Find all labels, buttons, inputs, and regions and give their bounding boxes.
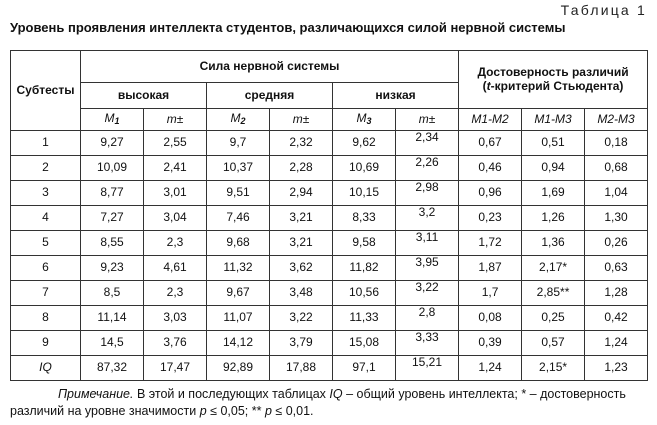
table-cell: 11,32 — [207, 256, 270, 281]
table-cell: 2,15* — [522, 356, 585, 381]
table-cell: 3,48 — [270, 281, 333, 306]
header-reliability: Достоверность различий (t-критерий Стьюдента) — [459, 51, 648, 109]
row-subtest-label: 1 — [11, 131, 81, 156]
table-cell: 11,14 — [81, 306, 144, 331]
table-cell: 0,63 — [585, 256, 648, 281]
header-reliability-t: t — [486, 78, 491, 93]
table-cell: 3,76 — [144, 331, 207, 356]
table-cell: 0,67 — [459, 131, 522, 156]
table-cell: 3,95 — [396, 256, 459, 281]
table-cell: 2,34 — [396, 131, 459, 156]
header-level-high: высокая — [81, 83, 207, 109]
row-subtest-label: 2 — [11, 156, 81, 181]
header-diff-m1-m2: M1-M2 — [459, 109, 522, 131]
header-subtests: Субтесты — [11, 51, 81, 131]
table-row — [11, 181, 648, 206]
table-cell: 9,27 — [81, 131, 144, 156]
table-cell: 1,24 — [459, 356, 522, 381]
table-row — [11, 306, 648, 331]
table-cell: 0,08 — [459, 306, 522, 331]
table-cell: 1,24 — [585, 331, 648, 356]
table-cell: 1,04 — [585, 181, 648, 206]
header-m3: $M_3$ — [333, 109, 396, 131]
header-level-mid: средняя — [207, 83, 333, 109]
header-nervous-system-strength: Сила нервной системы — [81, 51, 459, 83]
table-cell: 17,47 — [144, 356, 207, 381]
table-cell: 10,09 — [81, 156, 144, 181]
table-cell: 1,30 — [585, 206, 648, 231]
table-cell: 15,21 — [396, 356, 459, 381]
table-cell: 87,32 — [81, 356, 144, 381]
table-cell: 9,58 — [333, 231, 396, 256]
table-cell: 8,77 — [81, 181, 144, 206]
table-cell: 3,21 — [270, 231, 333, 256]
table-cell: 17,88 — [270, 356, 333, 381]
header-reliability-line1: Достоверность различий — [477, 64, 629, 79]
table-note — [10, 386, 650, 420]
table-cell: 3,62 — [270, 256, 333, 281]
header-m2: $M_2$ — [207, 109, 270, 131]
table-cell: 1,87 — [459, 256, 522, 281]
row-subtest-label: 6 — [11, 256, 81, 281]
table-cell: 14,5 — [81, 331, 144, 356]
table-cell: 0,51 — [522, 131, 585, 156]
note-line2: различий на уровне значимости p ≤ 0,05; ** p ≤ 0,01. — [10, 403, 314, 418]
table-cell: 10,56 — [333, 281, 396, 306]
table-cell: 0,57 — [522, 331, 585, 356]
table-cell: 0,96 — [459, 181, 522, 206]
table-cell: 1,26 — [522, 206, 585, 231]
table-cell: 97,1 — [333, 356, 396, 381]
results-table — [10, 50, 648, 381]
table-cell: 2,55 — [144, 131, 207, 156]
table-cell: 4,61 — [144, 256, 207, 281]
header-diff-m1-m3: M1-M3 — [522, 109, 585, 131]
table-cell: 2,41 — [144, 156, 207, 181]
table-body — [11, 131, 648, 381]
table-cell: 92,89 — [207, 356, 270, 381]
header-m3-error: m± — [396, 109, 459, 131]
table-cell: 2,17* — [522, 256, 585, 281]
header-reliability-line2: -критерий Стьюдента) — [490, 78, 624, 93]
table-cell: 7,27 — [81, 206, 144, 231]
row-subtest-label: IQ — [11, 356, 81, 381]
table-row — [11, 256, 648, 281]
table-row — [11, 231, 648, 256]
table-cell: 0,39 — [459, 331, 522, 356]
table-cell: 0,26 — [585, 231, 648, 256]
row-subtest-label: 3 — [11, 181, 81, 206]
table-title: Уровень проявления интеллекта студентов, различающихся силой нервной системы — [10, 20, 566, 35]
table-cell: 0,18 — [585, 131, 648, 156]
table-cell: 3,21 — [270, 206, 333, 231]
table-cell: 1,72 — [459, 231, 522, 256]
row-subtest-label: 9 — [11, 331, 81, 356]
table-cell: 2,26 — [396, 156, 459, 181]
header-m1-error: m± — [144, 109, 207, 131]
table-cell: 2,8 — [396, 306, 459, 331]
table-row — [11, 156, 648, 181]
header-level-low: низкая — [333, 83, 459, 109]
table-cell: 1,7 — [459, 281, 522, 306]
table-cell: 3,04 — [144, 206, 207, 231]
row-subtest-label: 5 — [11, 231, 81, 256]
table-cell: 3,79 — [270, 331, 333, 356]
row-subtest-label: 4 — [11, 206, 81, 231]
table-cell: 11,07 — [207, 306, 270, 331]
table-cell: 2,98 — [396, 181, 459, 206]
table-cell: 9,67 — [207, 281, 270, 306]
header-m2-error: m± — [270, 109, 333, 131]
table-cell: 0,46 — [459, 156, 522, 181]
table-cell: 0,25 — [522, 306, 585, 331]
table-cell: 0,94 — [522, 156, 585, 181]
table-cell: 0,42 — [585, 306, 648, 331]
table-cell: 7,46 — [207, 206, 270, 231]
row-subtest-label: 8 — [11, 306, 81, 331]
row-subtest-label: 7 — [11, 281, 81, 306]
table-cell: 3,01 — [144, 181, 207, 206]
table-row — [11, 331, 648, 356]
table-cell: 11,82 — [333, 256, 396, 281]
table-cell: 3,03 — [144, 306, 207, 331]
table-cell: 3,22 — [270, 306, 333, 331]
header-diff-m2-m3: M2-M3 — [585, 109, 648, 131]
table-cell: 10,15 — [333, 181, 396, 206]
table-number-label: Таблица 1 — [560, 2, 647, 18]
table-cell: 11,33 — [333, 306, 396, 331]
note-line1: Примечание. В этой и последующих таблицах IQ – общий уровень интеллекта; * – достоверность — [58, 387, 626, 401]
table-cell: 3,2 — [396, 206, 459, 231]
table-cell: 1,28 — [585, 281, 648, 306]
table-cell: 2,85** — [522, 281, 585, 306]
table-cell: 0,23 — [459, 206, 522, 231]
table-cell: 2,3 — [144, 231, 207, 256]
table-cell: 3,22 — [396, 281, 459, 306]
table-cell: 2,94 — [270, 181, 333, 206]
table-cell: 1,36 — [522, 231, 585, 256]
table-cell: 10,37 — [207, 156, 270, 181]
table-row — [11, 281, 648, 306]
table-cell: 15,08 — [333, 331, 396, 356]
table-cell: 2,32 — [270, 131, 333, 156]
table-cell: 1,69 — [522, 181, 585, 206]
table-cell: 8,33 — [333, 206, 396, 231]
table-cell: 10,69 — [333, 156, 396, 181]
table-cell: 8,55 — [81, 231, 144, 256]
table-cell: 2,3 — [144, 281, 207, 306]
table-cell: 2,28 — [270, 156, 333, 181]
table-cell: 0,68 — [585, 156, 648, 181]
table-cell: 8,5 — [81, 281, 144, 306]
table-cell: 3,11 — [396, 231, 459, 256]
table-cell: 9,68 — [207, 231, 270, 256]
table-row — [11, 356, 648, 381]
table-cell: 9,23 — [81, 256, 144, 281]
table-cell: 14,12 — [207, 331, 270, 356]
table-cell: 9,7 — [207, 131, 270, 156]
table-cell: 1,23 — [585, 356, 648, 381]
table-cell: 9,62 — [333, 131, 396, 156]
table-row — [11, 206, 648, 231]
table-cell: 9,51 — [207, 181, 270, 206]
header-m1: $M_1$ — [81, 109, 144, 131]
table-row — [11, 131, 648, 156]
table-cell: 3,33 — [396, 331, 459, 356]
